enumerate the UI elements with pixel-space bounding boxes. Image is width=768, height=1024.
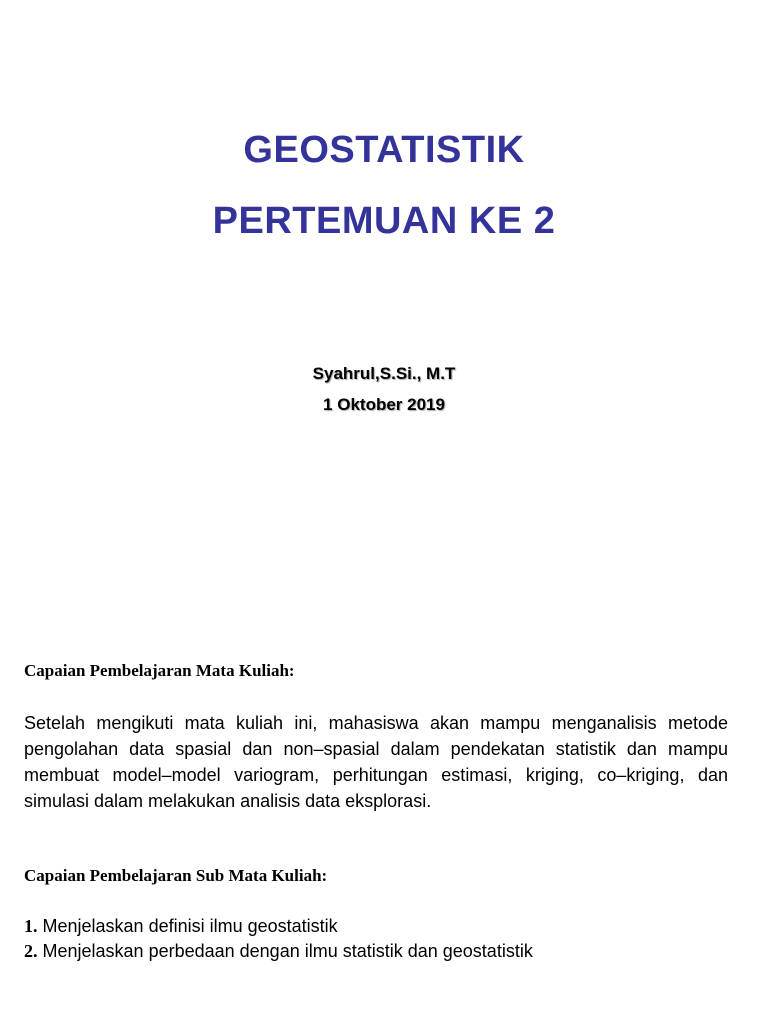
list-item-text: Menjelaskan definisi ilmu geostatistik xyxy=(42,916,338,936)
sub-cpmk-list xyxy=(24,914,744,964)
title-line-2: PERTEMUAN KE 2 xyxy=(212,200,556,242)
list-item-text: Menjelaskan perbedaan dengan ilmu statistik dan geostatistik xyxy=(42,941,533,961)
title-line-1: GEOSTATISTIK xyxy=(243,129,525,171)
cpmk-heading: Capaian Pembelajaran Mata Kuliah: xyxy=(24,661,295,680)
list-item-number: 1. xyxy=(24,916,38,936)
author-name: Syahrul,S.Si., M.T xyxy=(312,364,456,383)
list-item xyxy=(24,914,744,939)
presentation-date: 1 Oktober 2019 xyxy=(323,395,445,414)
cpmk-description: Setelah mengikuti mata kuliah ini, mahasiswa akan mampu menganalisis metode pengolahan data spasial dan non–spasial dalam pendekatan statistik dan mampu membuat model–model variogram, perhitungan estimasi, kriging, co–kriging, dan simulasi dalam melakukan analisis data eksplorasi. xyxy=(24,713,728,811)
sub-cpmk-heading: Capaian Pembelajaran Sub Mata Kuliah: xyxy=(24,866,328,885)
list-item xyxy=(24,939,744,964)
list-item-number: 2. xyxy=(24,941,38,961)
